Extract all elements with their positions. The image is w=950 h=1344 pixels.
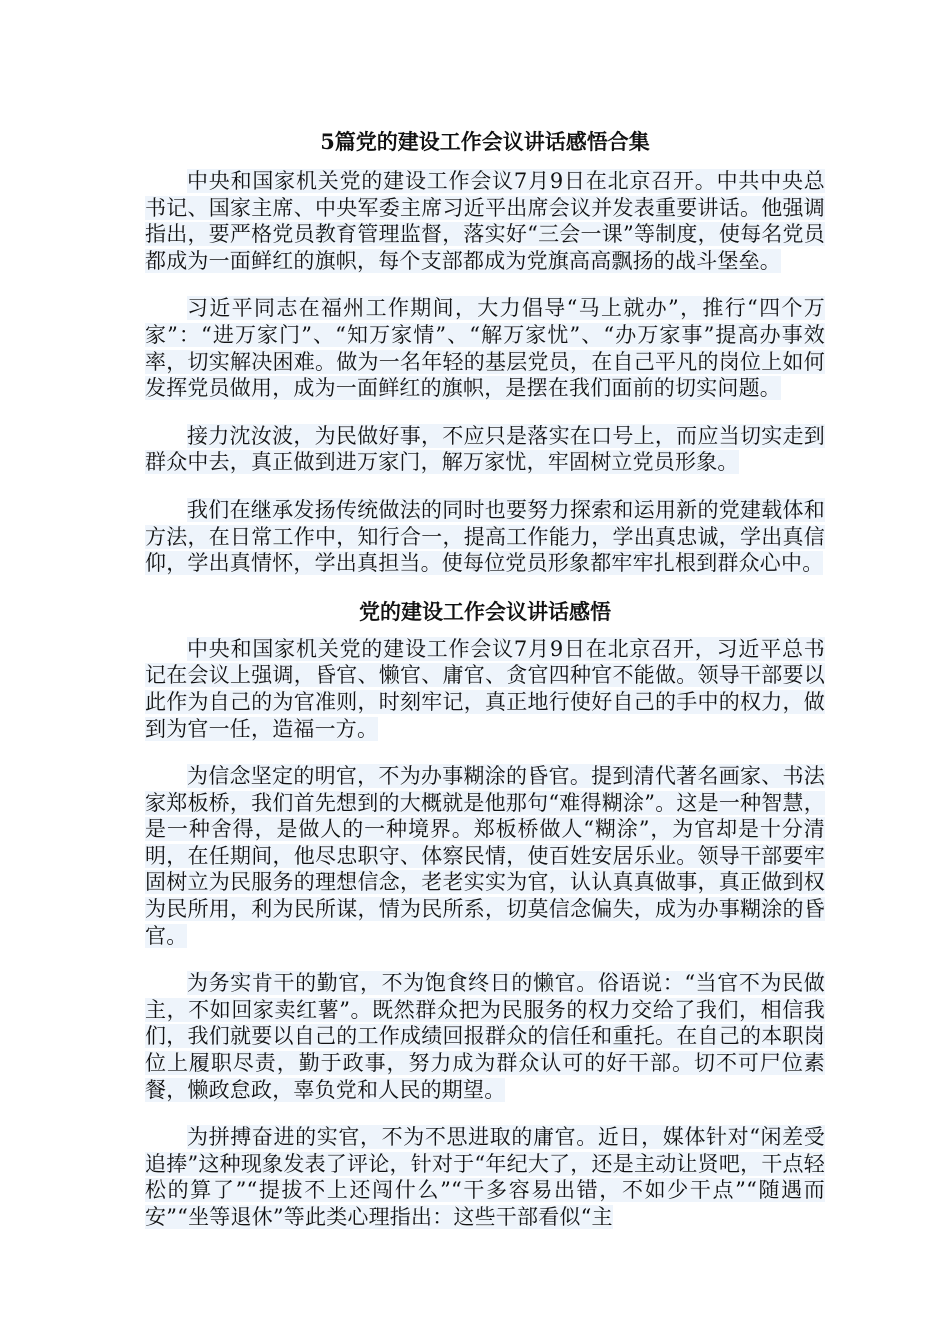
paragraph — [145, 295, 825, 401]
paragraph-text: 为拼搏奋进的实官，不为不思进取的庸官。近日，媒体针对“闲差受追捧”这种现象发表了评论，针对于“年纪大了，还是主动让贤吧，干点轻松的算了”“提拔不上还闯什么”“干多容易出错，不如少干点”“随遇而安”“坐等退休”等此类心理指出：这些干部看似“主 — [145, 1125, 825, 1229]
paragraph-text: 我们在继承发扬传统做法的同时也要努力探索和运用新的党建载体和方法，在日常工作中，知行合一，提高工作能力，学出真忠诚，学出真信仰，学出真情怀，学出真担当。使每位党员形象都牢牢扎根到群众心中。 — [145, 497, 825, 576]
paragraph — [145, 763, 825, 949]
paragraph-text: 中央和国家机关党的建设工作会议7月9日在北京召开，习近平总书记在会议上强调，昏官、懒官、庸官、贪官四种官不能做。领导干部要以此作为自己的为官准则，时刻牢记，真正地行使好自己的手中的权力，做到为官一任，造福一方。 — [145, 636, 825, 741]
document-body — [145, 128, 825, 1252]
paragraph-text: 为务实肯干的勤官，不为饱食终日的懒官。俗语说：“当官不为民做主，不如回家卖红薯”。既然群众把为民服务的权力交给了我们，相信我们，我们就要以自己的工作成绩回报群众的信任和重托。在自己的本职岗位上履职尽责，勤于政事，努力成为群众认可的好干部。切不可尸位素餐，懒政怠政，辜负党和人民的期望。 — [145, 971, 825, 1102]
section-heading: 党的建设工作会议讲话感悟 — [359, 598, 611, 624]
paragraph-text: 为信念坚定的明官，不为办事糊涂的昏官。提到清代著名画家、书法家郑板桥，我们首先想到的大概就是他那句“难得糊涂”。这是一种智慧，是一种舍得，是做人的一种境界。郑板桥做人“糊涂”，为官却是十分清明，在任期间，他尽忠职守、体察民情，使百姓安居乐业。领导干部要牢固树立为民服务的理想信念，老老实实为官，认认真真做事，真正做到权为民所用，利为民所谋，情为民所系，切莫信念偏失，成为办事糊涂的昏官。 — [145, 764, 825, 948]
paragraph-text: 接力沈汝波，为民做好事，不应只是落实在口号上，而应当切实走到群众中去，真正做到进万家门，解万家忧，牢固树立党员形象。 — [145, 423, 825, 475]
document-title: 5篇党的建设工作会议讲话感悟合集 — [320, 129, 650, 154]
paragraph — [145, 497, 825, 577]
paragraph — [145, 168, 825, 274]
paragraph — [145, 1124, 825, 1230]
paragraph — [145, 423, 825, 476]
paragraph — [145, 970, 825, 1103]
paragraph — [145, 636, 825, 742]
paragraph-text: 习近平同志在福州工作期间，大力倡导“马上就办”，推行“四个万家”：“进万家门”、“知万家情”、“解万家忧”、“办万家事”提高办事效率，切实解决困难。做为一名年轻的基层党员，在自己平凡的岗位上如何发挥党员做用，成为一面鲜红的旗帜，是摆在我们面前的切实问题。 — [145, 296, 825, 401]
paragraph-text: 中央和国家机关党的建设工作会议7月9日在北京召开。中共中央总书记、国家主席、中央军委主席习近平出席会议并发表重要讲话。他强调指出，要严格党员教育管理监督，落实好“三会一课”等制度，使每名党员都成为一面鲜红的旗帜，每个支部都成为党旗高高飘扬的战斗堡垒。 — [145, 169, 825, 273]
